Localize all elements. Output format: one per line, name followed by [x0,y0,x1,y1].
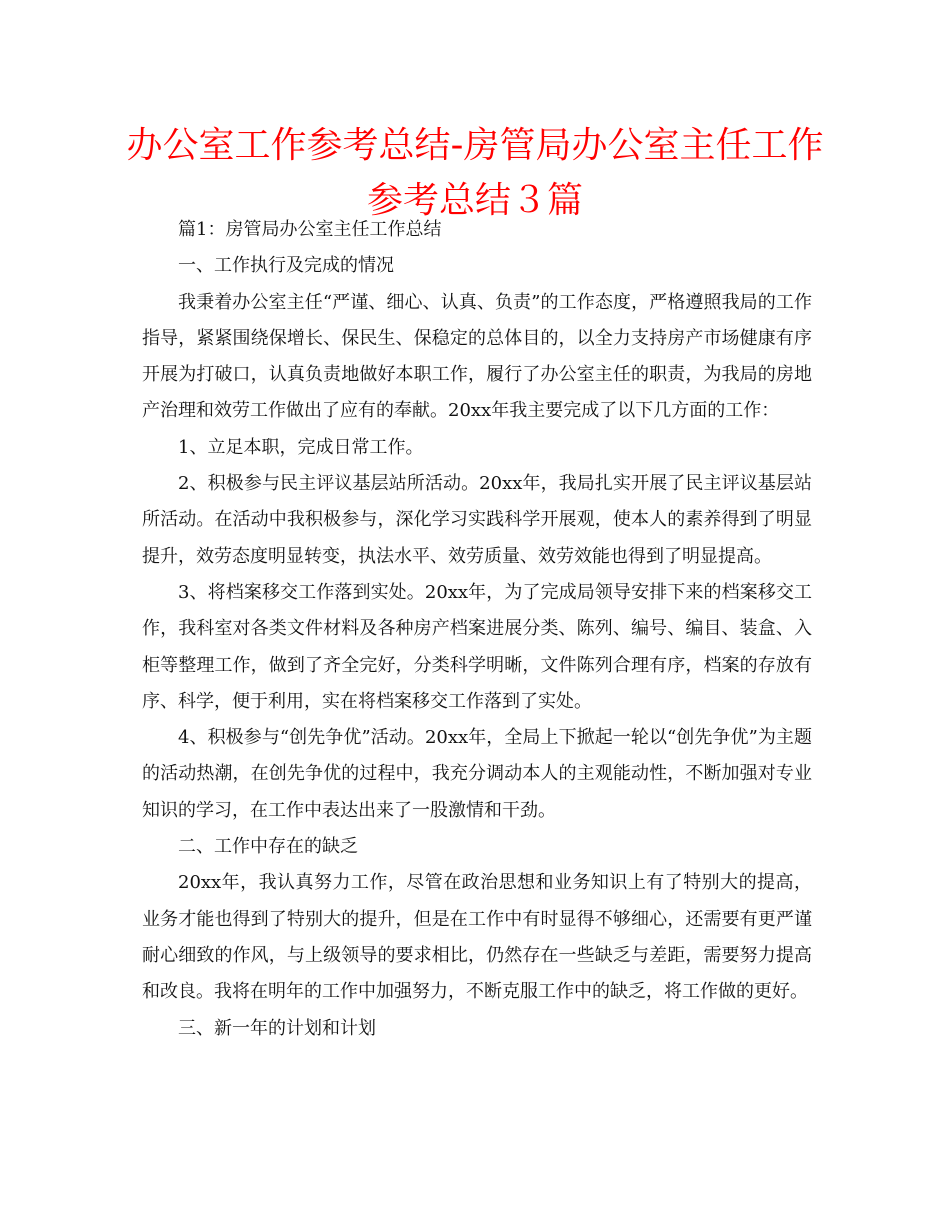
paragraph-intro: 我秉着办公室主任“严谨、细心、认真、负责”的工作态度，严格遵照我局的工作指导，紧紧围绕保增长、保民生、保稳定的总体目的，以全力支持房产市场健康有序开展为打破口，认真负责地做好本职工作，履行了办公室主任的职责，为我局的房地产治理和效劳工作做出了应有的奉献。20xx年我主要完成了以下几方面的工作： [142,291,812,422]
section-heading-work-status: 一、工作执行及完成的情况 [178,255,394,277]
list-item-3: 3、将档案移交工作落到实处。20xx年，为了完成局领导安排下来的档案移交工作，我科室对各类文件材料及各种房产档案进展分类、陈列、编号、编目、装盒、入柜等整理工作，做到了齐全完好，分类科学明晰，文件陈列合理有序，档案的存放有序、科学，便于利用，实在将档案移交工作落到了实处。 [142,581,812,712]
section-heading-article-1: 篇1：房管局办公室主任工作总结 [178,219,442,240]
list-item-2: 2、积极参与民主评议基层站所活动。20xx年，我局扎实开展了民主评议基层站所活动。在活动中我积极参与，深化学习实践科学开展观，使本人的素养得到了明显提升，效劳态度明显转变，执法水平、效劳质量、效劳效能也得到了明显提高。 [142,473,812,567]
section-heading-shortcomings: 二、工作中存在的缺乏 [178,836,358,858]
section-heading-new-year-plan: 三、新一年的计划和计划 [178,1017,376,1039]
list-item-4: 4、积极参与“创先争优”活动。20xx年，全局上下掀起一轮以“创先争优”为主题的活动热潮，在创先争优的过程中，我充分调动本人的主观能动性，不断加强对专业知识的学习，在工作中表达出来了一股激情和干劲。 [142,727,812,821]
document-title: 办公室工作参考总结-房管局办公室主任工作参考总结３篇 [126,125,824,221]
list-item-1: 1、立足本职，完成日常工作。 [178,436,424,458]
document-body [142,212,812,1047]
paragraph-shortcomings: 20xx年，我认真努力工作，尽管在政治思想和业务知识上有了特别大的提高，业务才能也得到了特别大的提升，但是在工作中有时显得不够细心，还需要有更严谨耐心细致的作风，与上级领导的要求相比，仍然存在一些缺乏与差距，需要努力提高和改良。我将在明年的工作中加强努力，不断克服工作中的缺乏，将工作做的更好。 [142,872,812,1003]
